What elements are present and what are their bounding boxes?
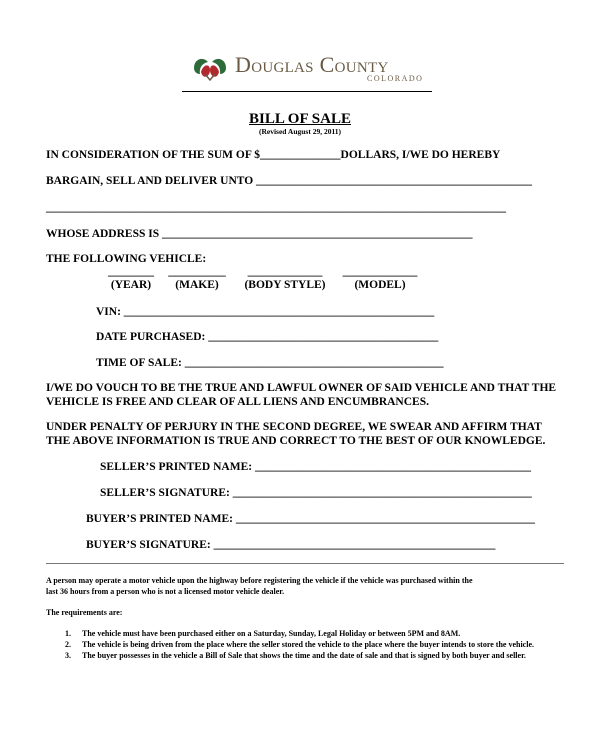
address-line: WHOSE ADDRESS IS ______________________________________________________ — [46, 228, 473, 240]
notice-divider — [46, 563, 564, 564]
buyer-printed-name-line: BUYER’S PRINTED NAME: ____________________________________________________ — [86, 513, 535, 525]
buyer-signature-line: BUYER’S SIGNATURE: _________________________________________________ — [86, 539, 496, 551]
list-item — [46, 629, 566, 639]
model-label: (MODEL) — [354, 279, 406, 291]
requirements-heading: The requirements are: — [46, 608, 123, 617]
seller-printed-name-line: SELLER’S PRINTED NAME: ________________________________________________ — [100, 461, 531, 473]
revision-date: (Revised August 29, 2011) — [258, 127, 342, 136]
vin-line: VIN: ______________________________________________________ — [96, 306, 435, 318]
bargain-line: BARGAIN, SELL AND DELIVER UNTO ________________________________________________ — [46, 175, 533, 187]
seller-signature-line: SELLER’S SIGNATURE: ____________________________________________________ — [100, 487, 532, 499]
body-style-blank: _____________ — [247, 266, 323, 278]
make-label: (MAKE) — [175, 279, 219, 291]
page-title: BILL OF SALE — [249, 111, 351, 127]
logo-name: Douglas County — [235, 52, 389, 77]
list-item-number: 2. — [65, 640, 71, 649]
header-divider — [182, 91, 432, 92]
year-label: (YEAR) — [110, 279, 152, 291]
list-item-text: The vehicle is being driven from the place where the seller stored the vehicle to the place where the buyer intends to store the vehicle. — [82, 640, 535, 649]
list-item-text: The vehicle must have been purchased either on a Saturday, Sunday, Legal Holiday or between 5PM and 8AM. — [82, 629, 461, 638]
buyer-continuation-line: ________________________________________________________________________________ — [46, 202, 506, 214]
vouch-statement-1: I/WE DO VOUCH TO BE THE TRUE AND LAWFUL OWNER OF SAID VEHICLE AND THAT THE — [46, 382, 557, 394]
list-item-text: The buyer possesses in the vehicle a Bill of Sale that shows the time and the date of sale and that is signed by both buyer and seller. — [82, 651, 526, 660]
make-blank: __________ — [168, 266, 226, 278]
logo-subtitle: COLORADO — [367, 74, 424, 83]
model-blank: _____________ — [342, 266, 418, 278]
perjury-statement-2: THE ABOVE INFORMATION IS TRUE AND CORRECT TO THE BEST OF OUR KNOWLEDGE. — [46, 435, 546, 447]
following-vehicle-heading: THE FOLLOWING VEHICLE: — [46, 253, 207, 265]
time-of-sale-line: TIME OF SALE: _____________________________________________ — [96, 357, 444, 369]
consideration-line: IN CONSIDERATION OF THE SUM OF $______________DOLLARS, I/WE DO HEREBY — [46, 149, 501, 161]
vouch-statement-2: VEHICLE IS FREE AND CLEAR OF ALL LIENS AND ENCUMBRANCES. — [46, 396, 429, 408]
requirements-list — [46, 629, 566, 662]
douglas-county-emblem-icon — [191, 54, 229, 82]
list-item-number: 1. — [65, 629, 71, 638]
date-purchased-line: DATE PURCHASED: ________________________________________ — [96, 331, 439, 343]
list-item-number: 3. — [65, 651, 71, 660]
list-item — [46, 651, 566, 661]
list-item — [46, 640, 566, 650]
body-style-label: (BODY STYLE) — [244, 279, 326, 291]
notice-line-2: last 36 hours from a person who is not a licensed motor vehicle dealer. — [46, 587, 285, 596]
perjury-statement-1: UNDER PENALTY OF PERJURY IN THE SECOND DEGREE, WE SWEAR AND AFFIRM THAT — [46, 421, 542, 433]
year-blank: ________ — [108, 266, 154, 278]
notice-line-1: A person may operate a motor vehicle upon the highway before registering the vehicle if the vehicle was purchased within the — [46, 576, 473, 585]
